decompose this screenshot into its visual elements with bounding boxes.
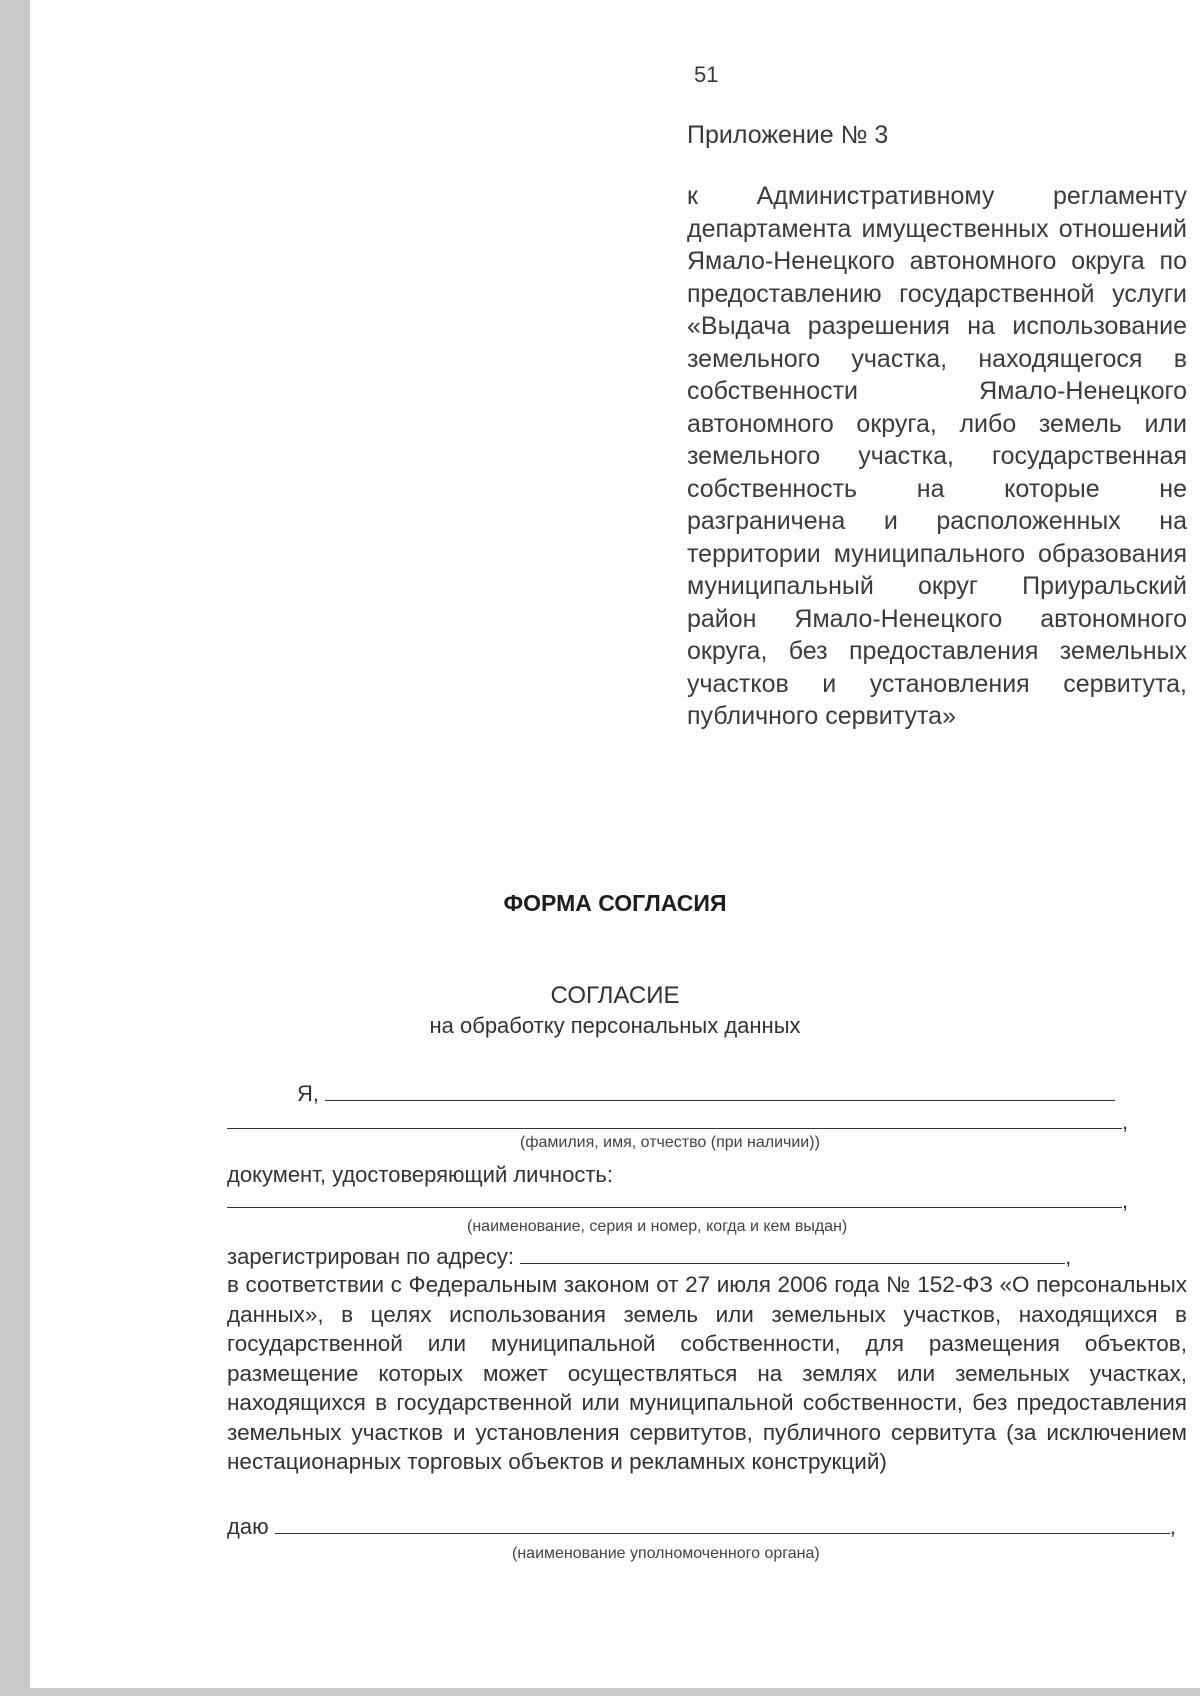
- give-row: [227, 1513, 1176, 1540]
- appendix-title: Приложение № 3: [687, 121, 889, 149]
- name-prefix: Я,: [297, 1081, 319, 1106]
- form-title: ФОРМА СОГЛАСИЯ: [503, 890, 727, 916]
- name-hint: (фамилия, имя, отчество (при наличии)): [520, 1134, 820, 1151]
- authority-hint: (наименование уполномоченного органа): [512, 1545, 820, 1562]
- id-doc-comma: ,: [1122, 1188, 1129, 1213]
- consent-title: СОГЛАСИЕ: [550, 982, 680, 1009]
- appendix-text: к Административному регламенту департамента имущественных отношений Ямало-Ненецкого автономного округа по предоставлению государственной услуги «Выдача разрешения на использование земельного участка, находящегося в собственности Ямало-Ненецкого автономного округа, либо земель или земельного участка, государственная собственность на которые не разграничена и расположенных на территории муниципального образования муниципальный округ Приуральский район Ямало-Ненецкого автономного округа, без предоставления земельных участков и установления сервитута, публичного сервитута»: [687, 182, 1187, 730]
- address-blank-line: [520, 1243, 1065, 1264]
- name-blank-line-2: [227, 1108, 1122, 1129]
- consent-subtitle: на обработку персональных данных: [429, 1013, 801, 1038]
- id-doc-row: [227, 1187, 1128, 1214]
- id-doc-hint: (наименование, серия и номер, когда и кем выдан): [467, 1218, 848, 1235]
- document-page: [30, 0, 1200, 1688]
- page-number: 51: [694, 62, 719, 87]
- name-row: [297, 1080, 1115, 1107]
- id-doc-blank-line: [227, 1187, 1122, 1208]
- name-blank-line: [325, 1080, 1115, 1101]
- authority-blank-line: [275, 1513, 1170, 1534]
- address-label: зарегистрирован по адресу:: [227, 1244, 515, 1269]
- id-doc-label: документ, удостоверяющий личность:: [227, 1162, 613, 1187]
- give-comma: ,: [1169, 1514, 1176, 1539]
- address-comma: ,: [1065, 1244, 1072, 1269]
- name-row-2: [227, 1108, 1128, 1135]
- give-label: даю: [227, 1514, 269, 1539]
- consent-body-text: в соответствии с Федеральным законом от 27 июля 2006 года № 152-ФЗ «О персональных данных», в целях использования земель или земельных участков, находящихся в государственной или муниципальной собственности, для размещения объектов, размещение которых может осуществляться на землях или земельных участках, находящихся в государственной или муниципальной собственности, без предоставления земельных участков и установления сервитутов, публичного сервитута (за исключением нестационарных торговых объектов и рекламных конструкций): [227, 1272, 1187, 1474]
- name-comma: ,: [1122, 1109, 1129, 1134]
- address-row: [227, 1243, 1071, 1270]
